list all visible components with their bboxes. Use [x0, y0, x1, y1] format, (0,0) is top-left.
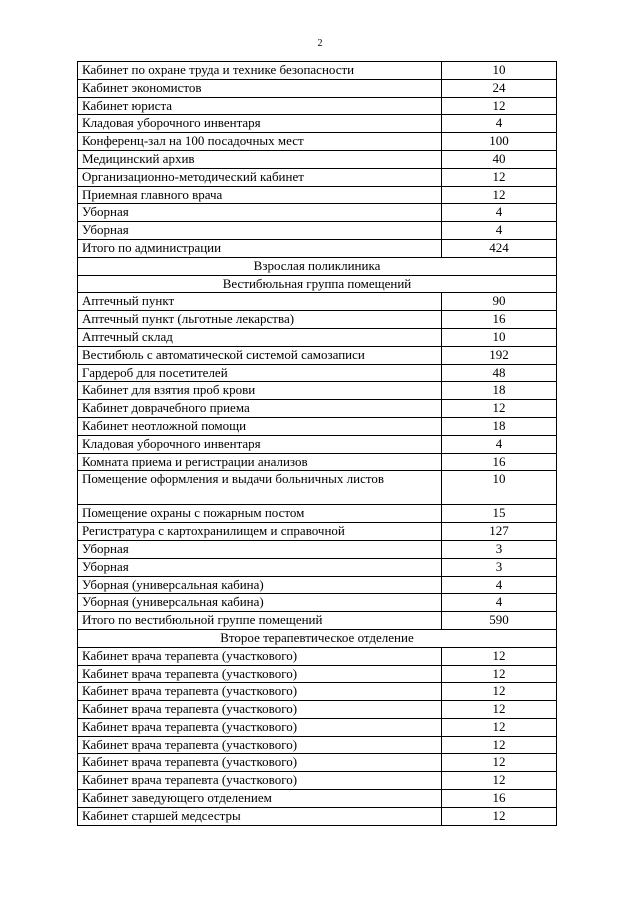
table-row — [78, 701, 557, 719]
room-area-cell: 18 — [442, 382, 557, 400]
table-row — [78, 683, 557, 701]
table-row — [78, 505, 557, 523]
room-name-cell: Уборная — [78, 222, 442, 240]
room-area-cell: 18 — [442, 417, 557, 435]
rooms-table-body — [78, 62, 557, 826]
room-area-cell: 12 — [442, 168, 557, 186]
room-name-cell: Вестибюль с автоматической системой самозаписи — [78, 346, 442, 364]
section-header-row — [78, 275, 557, 293]
room-name-cell: Кабинет для взятия проб крови — [78, 382, 442, 400]
room-area-cell: 100 — [442, 133, 557, 151]
room-name-cell: Уборная (универсальная кабина) — [78, 576, 442, 594]
table-row — [78, 62, 557, 80]
room-name-cell: Кабинет по охране труда и технике безопасности — [78, 62, 442, 80]
room-name-cell: Организационно-методический кабинет — [78, 168, 442, 186]
section-header-row — [78, 257, 557, 275]
room-area-cell: 16 — [442, 790, 557, 808]
room-name-cell: Итого по вестибюльной группе помещений — [78, 612, 442, 630]
table-row — [78, 612, 557, 630]
room-name-cell: Уборная — [78, 204, 442, 222]
room-name-cell: Кабинет врача терапевта (участкового) — [78, 665, 442, 683]
room-name-cell: Кабинет врача терапевта (участкового) — [78, 683, 442, 701]
table-row — [78, 540, 557, 558]
table-row — [78, 523, 557, 541]
table-row — [78, 97, 557, 115]
room-name-cell: Кабинет заведующего отделением — [78, 790, 442, 808]
room-name-cell: Уборная — [78, 558, 442, 576]
room-area-cell: 40 — [442, 150, 557, 168]
room-name-cell: Кабинет юриста — [78, 97, 442, 115]
section-header-label: Вестибюльная группа помещений — [78, 275, 557, 293]
table-row — [78, 346, 557, 364]
room-name-cell: Комната приема и регистрации анализов — [78, 453, 442, 471]
room-name-cell: Аптечный пункт (льготные лекарства) — [78, 311, 442, 329]
table-row — [78, 435, 557, 453]
table-row — [78, 311, 557, 329]
table-row — [78, 239, 557, 257]
room-name-cell: Кабинет врача терапевта (участкового) — [78, 701, 442, 719]
room-area-cell: 4 — [442, 222, 557, 240]
room-area-cell: 12 — [442, 665, 557, 683]
table-row — [78, 222, 557, 240]
room-area-cell: 16 — [442, 453, 557, 471]
room-name-cell: Медицинский архив — [78, 150, 442, 168]
room-area-cell: 12 — [442, 186, 557, 204]
room-name-cell: Кабинет врача терапевта (участкового) — [78, 754, 442, 772]
table-row — [78, 133, 557, 151]
table-row — [78, 807, 557, 825]
table-row — [78, 576, 557, 594]
room-name-cell: Уборная (универсальная кабина) — [78, 594, 442, 612]
room-area-cell: 10 — [442, 328, 557, 346]
section-header-label: Взрослая поликлиника — [78, 257, 557, 275]
page-number: 2 — [317, 38, 323, 49]
table-row — [78, 417, 557, 435]
table-row — [78, 736, 557, 754]
room-area-cell: 24 — [442, 79, 557, 97]
room-name-cell: Приемная главного врача — [78, 186, 442, 204]
room-name-cell: Кабинет врача терапевта (участкового) — [78, 736, 442, 754]
room-name-cell: Кабинет врача терапевта (участкового) — [78, 647, 442, 665]
room-name-cell: Кладовая уборочного инвентаря — [78, 435, 442, 453]
room-name-cell: Помещение оформления и выдачи больничных листов — [78, 471, 442, 505]
table-row — [78, 204, 557, 222]
room-area-cell: 12 — [442, 807, 557, 825]
room-area-cell: 4 — [442, 576, 557, 594]
room-area-cell: 12 — [442, 772, 557, 790]
table-row — [78, 186, 557, 204]
section-header-row — [78, 629, 557, 647]
room-area-cell: 424 — [442, 239, 557, 257]
room-name-cell: Уборная — [78, 540, 442, 558]
room-name-cell: Помещение охраны с пожарным постом — [78, 505, 442, 523]
room-area-cell: 3 — [442, 540, 557, 558]
room-name-cell: Регистратура с картохранилищем и справочной — [78, 523, 442, 541]
table-row — [78, 115, 557, 133]
room-area-cell: 12 — [442, 97, 557, 115]
room-area-cell: 15 — [442, 505, 557, 523]
room-area-cell: 4 — [442, 115, 557, 133]
room-area-cell: 90 — [442, 293, 557, 311]
table-row — [78, 558, 557, 576]
rooms-table — [77, 61, 557, 826]
room-name-cell: Аптечный пункт — [78, 293, 442, 311]
room-area-cell: 12 — [442, 754, 557, 772]
room-area-cell: 12 — [442, 400, 557, 418]
room-area-cell: 4 — [442, 435, 557, 453]
table-row — [78, 328, 557, 346]
room-name-cell: Кабинет врача терапевта (участкового) — [78, 718, 442, 736]
table-row — [78, 293, 557, 311]
room-area-cell: 10 — [442, 471, 557, 505]
table-row — [78, 594, 557, 612]
room-area-cell: 12 — [442, 718, 557, 736]
table-row — [78, 665, 557, 683]
table-row — [78, 364, 557, 382]
room-area-cell: 12 — [442, 647, 557, 665]
room-name-cell: Аптечный склад — [78, 328, 442, 346]
table-row — [78, 471, 557, 505]
table-row — [78, 790, 557, 808]
room-area-cell: 12 — [442, 736, 557, 754]
table-row — [78, 168, 557, 186]
room-area-cell: 12 — [442, 683, 557, 701]
room-name-cell: Итого по администрации — [78, 239, 442, 257]
room-name-cell: Конференц-зал на 100 посадочных мест — [78, 133, 442, 151]
section-header-label: Второе терапевтическое отделение — [78, 629, 557, 647]
room-name-cell: Кабинет старшей медсестры — [78, 807, 442, 825]
table-row — [78, 718, 557, 736]
room-area-cell: 16 — [442, 311, 557, 329]
room-area-cell: 12 — [442, 701, 557, 719]
room-name-cell: Кабинет доврачебного приема — [78, 400, 442, 418]
room-name-cell: Гардероб для посетителей — [78, 364, 442, 382]
room-area-cell: 590 — [442, 612, 557, 630]
room-area-cell: 192 — [442, 346, 557, 364]
room-area-cell: 48 — [442, 364, 557, 382]
table-row — [78, 382, 557, 400]
room-name-cell: Кладовая уборочного инвентаря — [78, 115, 442, 133]
table-row — [78, 150, 557, 168]
room-area-cell: 4 — [442, 594, 557, 612]
room-name-cell: Кабинет врача терапевта (участкового) — [78, 772, 442, 790]
room-area-cell: 3 — [442, 558, 557, 576]
table-row — [78, 453, 557, 471]
table-row — [78, 772, 557, 790]
room-area-cell: 10 — [442, 62, 557, 80]
room-name-cell: Кабинет неотложной помощи — [78, 417, 442, 435]
table-row — [78, 79, 557, 97]
room-name-cell: Кабинет экономистов — [78, 79, 442, 97]
table-row — [78, 400, 557, 418]
table-row — [78, 754, 557, 772]
room-area-cell: 127 — [442, 523, 557, 541]
room-area-cell: 4 — [442, 204, 557, 222]
table-row — [78, 647, 557, 665]
